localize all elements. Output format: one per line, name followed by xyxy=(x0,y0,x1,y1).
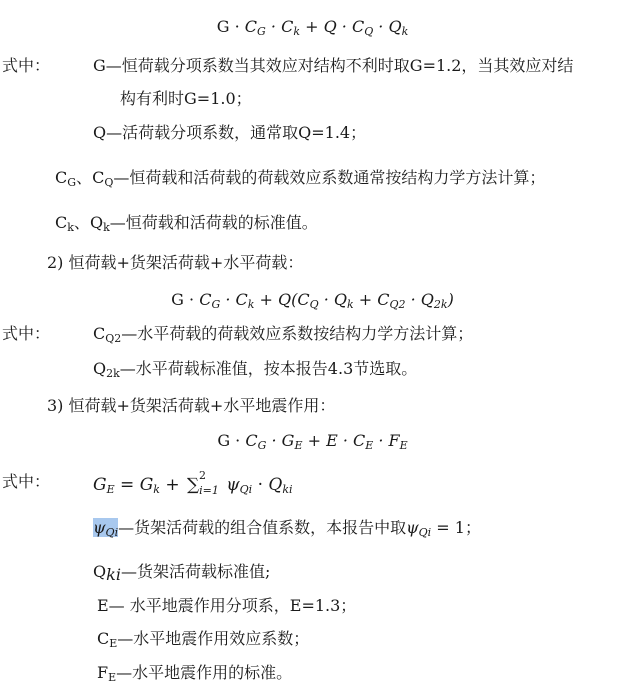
line-g-coef-cont: 构有利时G=1.0； xyxy=(120,89,252,108)
heading-3: 3) 恒荷载+货架活荷载+水平地震作用： xyxy=(47,396,336,415)
formula-1: $G \cdot C_G \cdot C_k + Q \cdot C_Q \cdot Q_k$ xyxy=(216,17,409,38)
formula-2: $G \cdot C_G \cdot C_k + Q(C_Q \cdot Q_k + C_{Q2} \cdot Q_{2k})$ xyxy=(171,290,454,311)
line-e-coef: E— 水平地震作用分项系，E=1.3； xyxy=(97,596,357,615)
line-ck-qk: $C_k$、$Q_k—$恒荷载和活荷载的标准值。 xyxy=(55,213,318,234)
line-q-coef: Q—活荷载分项系数，通常取Q=1.4； xyxy=(93,123,367,142)
line-fe: $F_E—$水平地震作用的标准。 xyxy=(97,663,293,684)
line-qki: $Q_{ki}—$货架活荷载标准值; xyxy=(93,562,271,584)
line-ce: $C_E—$水平地震作用效应系数； xyxy=(97,629,310,650)
line-q2k: $Q_{2k}—$水平荷载标准值，按本报告4.3节选取。 xyxy=(93,359,418,380)
heading-2: 2) 恒荷载+货架活荷载+水平荷载： xyxy=(47,253,304,272)
formula-4: $G_E = G_k$ + ∑ 2 $_{i=1}$ $\psi_{Qi} \cdot Q_{ki}$ xyxy=(93,469,293,497)
shizhong-label-2: 式中： xyxy=(2,324,51,343)
shizhong-label-1: 式中： xyxy=(2,56,51,75)
line-psi: $\psi_{Qi}—$货架活荷载的组合值系数，本报告中取$\psi_{Qi} = 1$； xyxy=(93,518,481,539)
shizhong-label-3: 式中： xyxy=(2,472,51,491)
line-g-coef: G—恒荷载分项系数当其效应对结构不利时取G=1.2，当其效应对结 xyxy=(93,56,574,75)
psi-symbol-highlighted: $\psi_{Qi}$ xyxy=(93,518,119,539)
line-cq2: $C_{Q2}—$水平荷载的荷载效应系数按结构力学方法计算； xyxy=(93,324,474,345)
line-cg-cq: $C_G$、$C_Q—$恒荷载和活荷载的荷载效应系数通常按结构力学方法计算； xyxy=(55,168,546,189)
formula-3: $G \cdot C_G \cdot G_E + E \cdot C_E \cdot F_E$ xyxy=(217,431,408,452)
